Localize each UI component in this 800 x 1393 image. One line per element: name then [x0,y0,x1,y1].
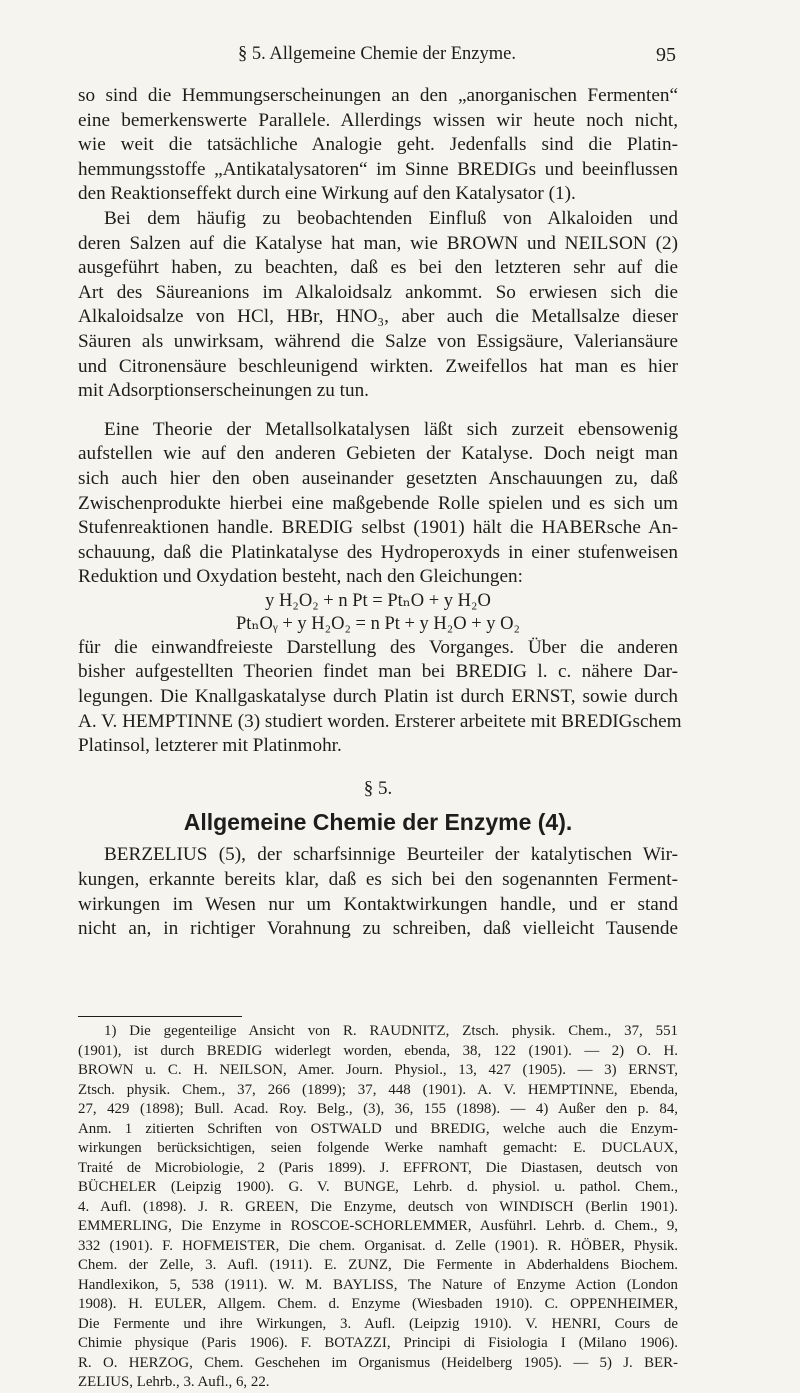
footnote-line: 332 (1901). F. HOFMEISTER, Die chem. Organisat. d. Zelle (1901). R. HÖBER, Physik. [78,1237,678,1254]
footnote-line: EMMERLING, Die Enzyme in ROSCOE-SCHORLEMMER, Ausführl. Lehrb. d. Chem., 9, [78,1218,678,1234]
text-line: hemmungsstoffe „Antikatalysatoren“ im Sinne BREDIGs und beeinflussen [78,158,678,180]
text-line: wie weit die tatsächliche Analogie geht. Jedenfalls sind die Platin- [78,134,678,156]
footnote-line: 1) Die gegenteilige Ansicht von R. RAUDNITZ, Ztsch. physik. Chem., 37, 551 [104,1023,678,1039]
text-line: bisher aufgestellten Theorien findet man bei BREDIG l. c. nähere Dar- [78,661,678,683]
text-line: sich auch hier den oben auseinander gesetzten Anschauungen zu, daß [78,467,678,489]
text-line: mit Adsorptionserscheinungen zu tun. [78,380,369,402]
footnote-line: Chimie physique (Paris 1906). F. BOTAZZI, Principi di Fisiologia I (Milano 1906). [78,1335,678,1351]
equation-1: y H₂O₂ + n Pt = PtₙO + y H₂O [265,590,491,611]
section-number: § 5. [363,777,393,799]
text-line: Platinsol, letzterer mit Platinmohr. [78,735,342,757]
paragraph-5 [78,843,678,941]
footnote-rule [78,1016,242,1017]
text-line: nicht an, in richtiger Vorahnung zu schreiben, daß vielleicht Tausende [78,918,678,940]
text-line: aufstellen wie auf den anderen Gebieten der Katalyse. Doch neigt man [78,443,678,465]
text-line: den Reaktionseffekt durch eine Wirkung auf den Katalysator (1). [78,183,576,205]
footnote-line: R. O. HERZOG, Chem. Geschehen im Organismus (Heidelberg 1905). — 5) J. BER- [78,1354,678,1371]
text-line: Reduktion und Oxydation besteht, nach den Gleichungen: [78,566,523,588]
page-number: 95 [656,44,676,66]
text-line: eine bemerkenswerte Parallele. Allerdings wissen wir heute noch nicht, [78,109,678,131]
text-line: so sind die Hemmungserscheinungen an den „anorganischen Fermenten“ [78,85,678,106]
text-line: Stufenreaktionen handle. BREDIG selbst (1901) hält die HABERsche An- [78,517,678,539]
main-text [78,84,682,942]
footnote-line: Traité de Microbiologie, 2 (Paris 1899). J. EFFRONT, Die Diastasen, deutsch von [78,1159,678,1176]
equation-2: PtₙOᵧ + y H₂O₂ = n Pt + y H₂O + y O₂ [236,613,520,634]
text-line: Bei dem häufig zu beobachtenden Einfluß von Alkaloiden und [104,207,678,229]
footnote-line: Handlexikon, 5, 538 (1911). W. M. BAYLISS, The Nature of Enzyme Action (London [78,1276,678,1293]
paragraph-2 [78,207,678,404]
footnote-line: Die Fermente und ihre Wirkungen, 3. Aufl. (Leipzig 1910). V. HENRI, Cours de [78,1315,678,1332]
paragraph-3 [78,418,678,590]
footnote-line: BROWN u. C. H. NEILSON, Amer. Journ. Physiol., 13, 427 (1905). — 3) ERNST, [78,1062,678,1078]
footnote-line: Anm. 1 zitierten Schriften von OSTWALD und BREDIG, welche auch die Enzym- [78,1120,678,1137]
header-title: § 5. Allgemeine Chemie der Enzyme. [238,44,516,64]
paragraph-4 [78,636,682,759]
text-line: Art des Säureanions im Alkaloidsalz ankommt. So erwiesen sich die [78,281,678,303]
footnote-line: wirkungen berücksichtigen, seien folgende Werke namhaft gemacht: E. DUCLAUX, [78,1140,678,1156]
footnote-line: ZELIUS, Lehrb., 3. Aufl., 6, 22. [78,1374,270,1390]
text-line: Alkaloidsalze von HCl, HBr, HNO₃, aber auch die Metallsalze dieser [78,306,678,328]
text-line: Zwischenprodukte hierbei eine maßgebende Rolle spielen und es sich um [78,492,678,514]
running-header [78,44,676,70]
footnote-line: 27, 429 (1898); Bull. Acad. Roy. Belg., (3), 36, 155 (1898). — 4) Außer den p. 84, [78,1101,678,1117]
text-line: BERZELIUS (5), der scharfsinnige Beurteiler der katalytischen Wir- [104,844,678,866]
footnotes [78,1022,678,1393]
text-line: A. V. HEMPTINNE (3) studiert worden. Ersterer arbeitete mit BREDIGschem [78,710,682,732]
footnote-line: 1908). H. EULER, Allgem. Chem. d. Enzyme (Wiesbaden 1910). C. OPPENHEIMER, [78,1296,678,1312]
text-line: Eine Theorie der Metallsolkatalysen läßt sich zurzeit ebensowenig [104,418,678,440]
text-line: legungen. Die Knallgaskatalyse durch Platin ist durch ERNST, sowie durch [78,686,678,708]
footnote-line: 4. Aufl. (1898). J. R. GREEN, Die Enzyme, deutsch von WINDISCH (Berlin 1901). [78,1198,678,1215]
text-line: kungen, erkannte bereits klar, daß es sich bei den sogenannten Ferment- [78,869,678,891]
section-heading: Allgemeine Chemie der Enzyme (4). [183,809,573,836]
footnote-line: Chem. der Zelle, 3. Aufl. (1911). E. ZUNZ, Die Fermente in Abderhaldens Biochem. [78,1257,678,1273]
paragraph-1 [78,84,678,207]
text-line: und Citronensäure beschleunigend wirkten. Zweifellos hat man es hier [78,355,678,377]
footnote-line: (1901), ist durch BREDIG widerlegt worden, ebenda, 38, 122 (1901). — 2) O. H. [78,1042,678,1059]
text-line: Säuren als unwirksam, während die Salze von Essigsäure, Valeriansäure [78,330,678,352]
text-line: schauung, daß die Platinkatalyse des Hydroperoxyds in einer stufenweisen [78,541,678,563]
footnote-block [78,1022,678,1393]
text-line: für die einwandfreieste Darstellung des Vorganges. Über die anderen [78,636,678,658]
text-line: ausgeführt haben, zu beachten, daß es bei den letzteren sehr auf die [78,257,678,279]
footnote-line: BÜCHELER (Leipzig 1900). G. V. BUNGE, Lehrb. d. physiol. u. pathol. Chem., [78,1179,678,1195]
text-line: deren Salzen auf die Katalyse hat man, wie BROWN und NEILSON (2) [78,232,678,254]
text-line: wirkungen im Wesen nur um Kontaktwirkungen handle, und er stand [78,893,678,915]
footnote-line: Ztsch. physik. Chem., 37, 266 (1899); 37, 448 (1901). A. V. HEMPTINNE, Ebenda, [78,1081,678,1098]
